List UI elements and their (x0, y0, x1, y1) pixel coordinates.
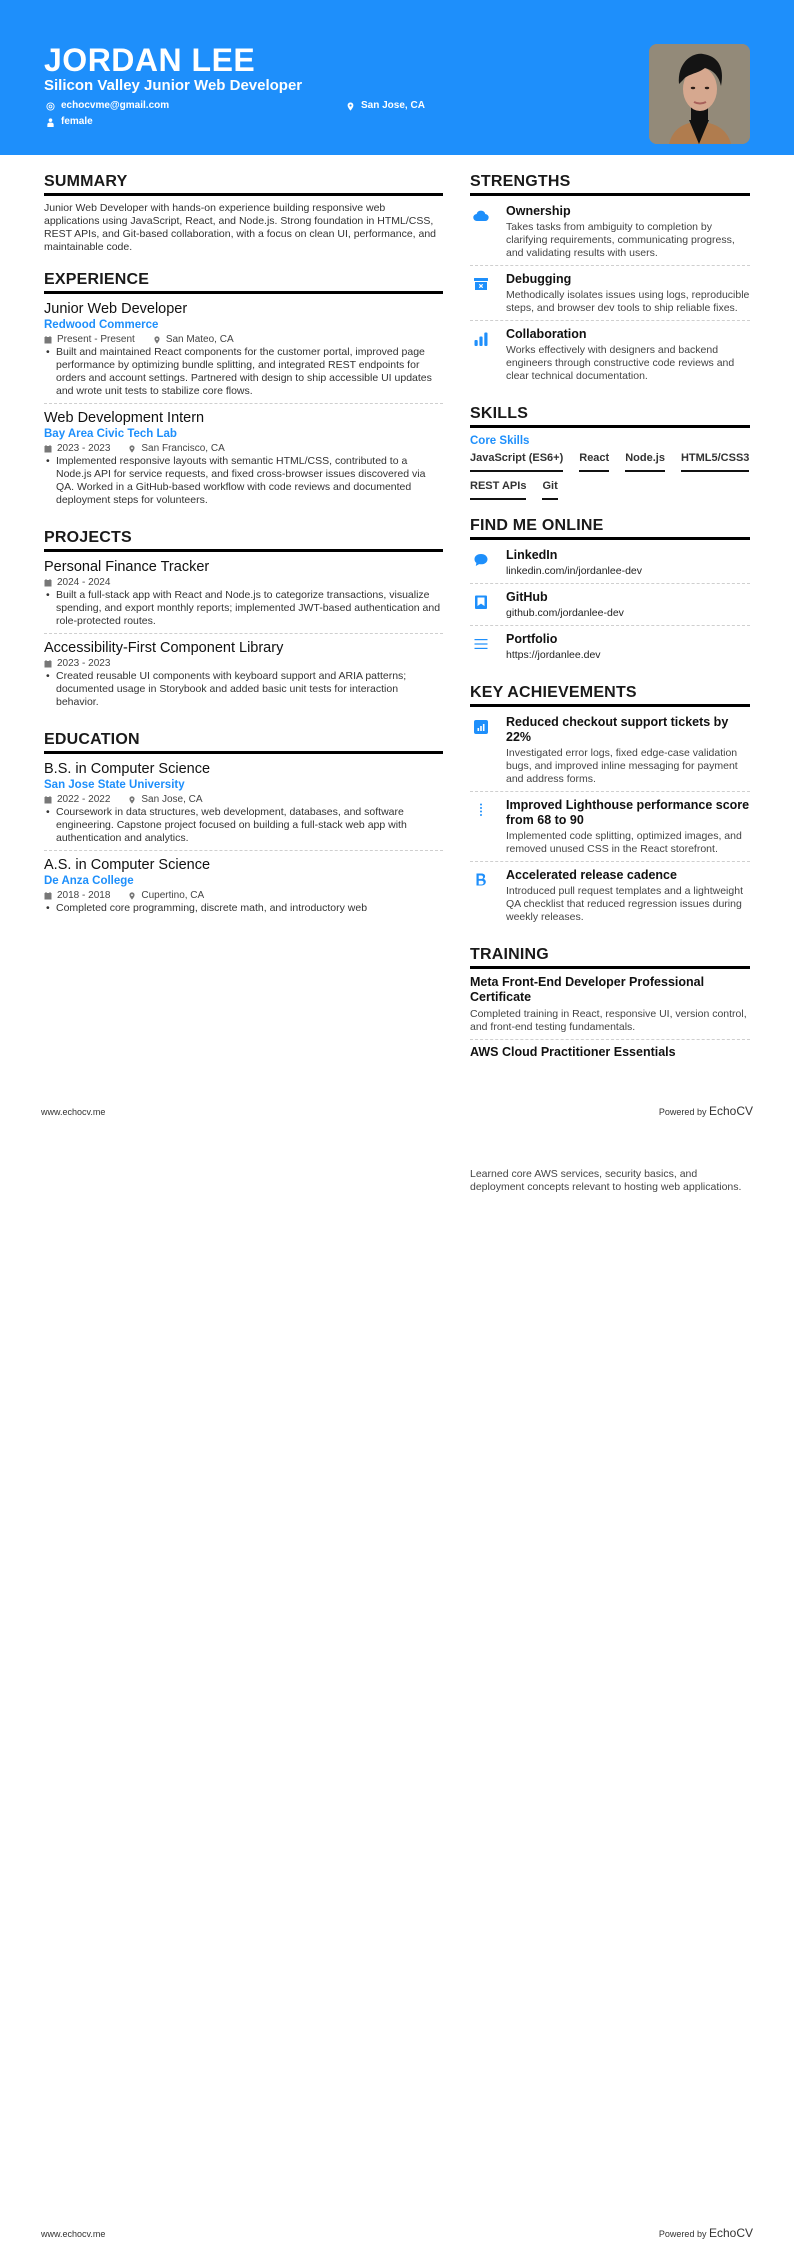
signal-icon (473, 719, 489, 735)
entry-meta (44, 333, 443, 346)
date-range: Present - Present (57, 334, 135, 345)
strength-title: Collaboration (506, 327, 587, 341)
link-label: GitHub (506, 590, 548, 604)
training-section (470, 945, 750, 1065)
contact-email[interactable] (46, 100, 169, 112)
degree-title: A.S. in Computer Science (44, 857, 211, 873)
strength-item (470, 270, 750, 321)
menu-lines-icon (473, 636, 489, 652)
achievement-description: Investigated error logs, fixed edge-case validation bugs, and improved inline messaging for payment and address forms. (506, 747, 738, 785)
portrait-illustration (649, 44, 750, 144)
online-link-github[interactable] (470, 588, 750, 626)
person-icon (46, 118, 55, 127)
date-range: 2024 - 2024 (57, 577, 111, 588)
company-name: Bay Area Civic Tech Lab (44, 428, 177, 440)
brand-name[interactable]: EchoCV (708, 1104, 753, 1118)
candidate-name: JORDAN LEE (44, 42, 256, 78)
bar-chart-icon (473, 331, 489, 347)
school-location: San Jose, CA (141, 794, 203, 805)
skills-heading: SKILLS (470, 404, 750, 428)
summary-heading: SUMMARY (44, 172, 443, 196)
project-entry (44, 639, 443, 714)
link-label: Portfolio (506, 632, 558, 646)
skill-tag: REST APIs (470, 480, 526, 500)
map-pin-icon (153, 336, 161, 344)
skill-tag: HTML5/CSS3 (681, 452, 749, 472)
link-url[interactable]: linkedin.com/in/jordanlee-dev (506, 565, 642, 577)
education-entry (44, 760, 443, 851)
entry-meta (44, 442, 443, 455)
link-url[interactable]: https://jordanlee.dev (506, 649, 601, 661)
right-column (470, 172, 750, 1081)
calendar-icon (44, 660, 52, 668)
education-entry (44, 856, 443, 920)
skill-tag: Git (542, 480, 557, 500)
page-footer (41, 1104, 753, 1118)
projects-section (44, 528, 443, 714)
summary-section (44, 172, 443, 254)
brand-name[interactable]: EchoCV (708, 2226, 753, 2240)
company-name: Redwood Commerce (44, 319, 159, 331)
training-description: Completed training in React, responsive UI, version control, and front-end testing fundamentals. (470, 1008, 747, 1033)
strength-description: Works effectively with designers and backend engineers through constructive code reviews and clear technical documentation. (506, 344, 735, 382)
entry-meta (44, 576, 443, 589)
date-range: 2023 - 2023 (57, 658, 111, 669)
school-name: De Anza College (44, 875, 134, 887)
skill-tag: Node.js (625, 452, 665, 472)
powered-by-label: Powered by (658, 1107, 707, 1117)
skill-tags (470, 452, 750, 500)
achievement-item (470, 796, 750, 862)
calendar-icon (44, 336, 52, 344)
date-range: 2018 - 2018 (57, 890, 111, 901)
calendar-icon (44, 445, 52, 453)
training-description-overflow: Learned core AWS services, security basics, and deployment concepts relevant to hosting web applications. (470, 1168, 742, 1193)
strength-item (470, 325, 750, 388)
job-description: • Built and maintained React components for the customer portal, improved page performance by optimizing bundle splitting, and integrated REST endpoints for orders and account settings. Partnered with design to ship accessible UI updates and wrote unit tests to stabilize core flows. (44, 346, 443, 398)
achievements-heading: KEY ACHIEVEMENTS (470, 683, 750, 707)
at-sign-icon (46, 102, 55, 111)
school-location: Cupertino, CA (141, 890, 205, 901)
left-column (44, 172, 443, 936)
entry-meta (44, 657, 443, 670)
skill-tag: React (579, 452, 609, 472)
achievement-title: Reduced checkout support tickets by 22% (506, 715, 729, 744)
online-heading: FIND ME ONLINE (470, 516, 750, 540)
date-range: 2023 - 2023 (57, 443, 111, 454)
bold-b-icon (473, 872, 489, 888)
online-section (470, 516, 750, 667)
calendar-icon (44, 796, 52, 804)
skills-subheading: Core Skills (470, 435, 530, 447)
education-section (44, 730, 443, 920)
footer-site-link[interactable]: www.echocv.me (41, 2229, 106, 2239)
map-pin-icon (128, 796, 136, 804)
project-description: • Built a full-stack app with React and Node.js to categorize transactions, visualize spending, and export monthly reports; implemented JWT-based authentication and role-protected routes. (44, 589, 443, 628)
summary-text: Junior Web Developer with hands-on experience building responsive web applications using JavaScript, React, and Node.js. Strong foundation in HTML/CSS, REST APIs, and Git-based collaboration, with a focus on clean UI, performance, and maintainable code. (44, 202, 437, 253)
skill-tag: JavaScript (ES6+) (470, 452, 563, 472)
candidate-title: Silicon Valley Junior Web Developer (44, 77, 303, 94)
project-description: • Created reusable UI components with keyboard support and ARIA patterns; documented usage in Storybook and added basic unit tests for interaction behavior. (44, 670, 443, 709)
map-pin-icon (128, 892, 136, 900)
education-heading: EDUCATION (44, 730, 443, 754)
strength-item (470, 202, 750, 266)
job-title: Junior Web Developer (44, 301, 188, 317)
projects-heading: PROJECTS (44, 528, 443, 552)
vertical-dots-icon (473, 802, 489, 818)
achievement-title: Accelerated release cadence (506, 868, 677, 882)
training-item (470, 975, 750, 1040)
skills-section (470, 404, 750, 500)
job-title: Web Development Intern (44, 410, 205, 426)
contact-gender (46, 116, 93, 128)
cloud-icon (473, 208, 489, 224)
degree-title: B.S. in Computer Science (44, 761, 211, 777)
school-name: San Jose State University (44, 779, 185, 791)
link-label: LinkedIn (506, 548, 558, 562)
experience-heading: EXPERIENCE (44, 270, 443, 294)
page-footer (41, 2226, 753, 2240)
entry-meta (44, 793, 443, 806)
archive-icon (473, 276, 489, 292)
project-title: Accessibility-First Component Library (44, 640, 284, 656)
strengths-heading: STRENGTHS (470, 172, 750, 196)
location-text: San Jose, CA (361, 100, 425, 111)
education-description: • Coursework in data structures, web development, databases, and software engineering. Capstone project focused on building a full-stack web app with authentication and analytics. (44, 806, 443, 845)
footer-site-link[interactable]: www.echocv.me (41, 1107, 106, 1117)
resume-header (0, 0, 794, 155)
contact-location (346, 100, 425, 112)
powered-by (659, 1104, 753, 1118)
powered-by (659, 2226, 753, 2240)
achievement-description: Implemented code splitting, optimized images, and removed unused CSS in the React storefront. (506, 830, 742, 855)
profile-photo (649, 44, 750, 144)
strength-description: Takes tasks from ambiguity to completion by clarifying requirements, communicating progress, and validating results with users. (506, 221, 735, 259)
calendar-icon (44, 579, 52, 587)
achievement-title: Improved Lighthouse performance score from 68 to 90 (506, 798, 750, 827)
strengths-section (470, 172, 750, 388)
date-range: 2022 - 2022 (57, 794, 111, 805)
achievement-description: Introduced pull request templates and a lightweight QA checklist that reduced regression issues during weekly releases. (506, 885, 743, 923)
map-pin-icon (128, 445, 136, 453)
project-title: Personal Finance Tracker (44, 559, 210, 575)
calendar-icon (44, 892, 52, 900)
gender-text: female (61, 116, 93, 127)
entry-meta (44, 889, 443, 902)
strength-description: Methodically isolates issues using logs, reproducible steps, and browser dev tools to ship reliable fixes. (506, 289, 750, 314)
email-text: echocvme@gmail.com (61, 100, 170, 111)
experience-section (44, 270, 443, 512)
job-description: • Implemented responsive layouts with semantic HTML/CSS, contributed to a Node.js API for service requests, and fixed cross-browser issues discovered via QA. Worked in a GitHub-based workflow with code reviews and documented deployment steps for volunteers. (44, 455, 443, 507)
training-item (470, 1045, 750, 1065)
project-entry (44, 558, 443, 634)
online-link-linkedin[interactable] (470, 546, 750, 584)
experience-entry (44, 300, 443, 404)
strength-title: Debugging (506, 272, 572, 286)
achievements-section (470, 683, 750, 929)
strength-title: Ownership (506, 204, 571, 218)
training-title: AWS Cloud Practitioner Essentials (470, 1045, 676, 1059)
job-location: San Mateo, CA (165, 334, 234, 345)
powered-by-label: Powered by (658, 2229, 707, 2239)
bookmark-icon (473, 594, 489, 610)
map-pin-icon (346, 102, 355, 111)
experience-entry (44, 409, 443, 512)
online-link-portfolio[interactable] (470, 630, 750, 667)
training-title: Meta Front-End Developer Professional Certificate (470, 975, 705, 1004)
job-location: San Francisco, CA (141, 443, 225, 454)
training-heading: TRAINING (470, 945, 750, 969)
link-url[interactable]: github.com/jordanlee-dev (506, 607, 624, 619)
achievement-item (470, 866, 750, 929)
education-description: • Completed core programming, discrete math, and introductory web (44, 902, 443, 915)
chat-bubble-icon (473, 552, 489, 568)
achievement-item (470, 713, 750, 792)
